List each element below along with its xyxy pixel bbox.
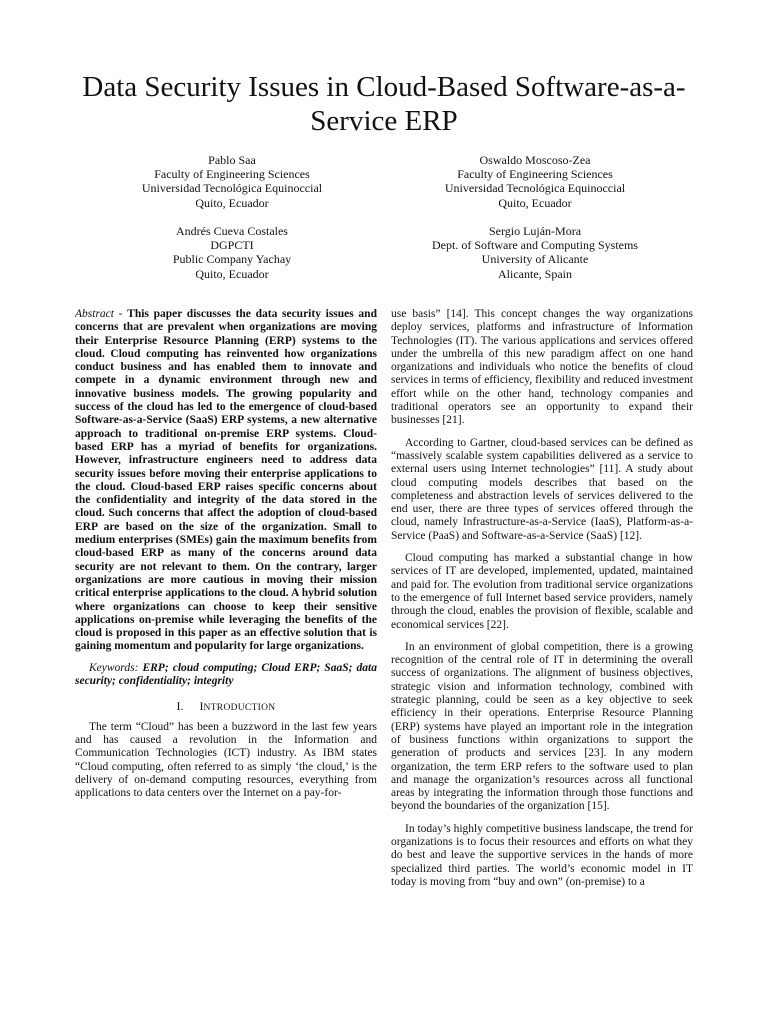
- left-column: [75, 308, 377, 800]
- author-block-2: [385, 153, 685, 210]
- body-paragraph: The term “Cloud” has been a buzzword in the last few years and has caused a revolution in the Information and Communication Technologies (ICT) industry. As IBM states “Cloud computing, often referred to as simply ‘the cloud,’ is the delivery of on-demand computing resources, everything from applications to data centers over the Internet on a pay-for-: [75, 720, 377, 800]
- author-affiliation-line: Universidad Tecnológica Equinoccial: [444, 181, 626, 196]
- author-name: Sergio Luján-Mora: [488, 224, 582, 238]
- body-paragraph: Cloud computing has marked a substantial change in how services of IT are developed, implemented, updated, maintained and paid for. The evolution from traditional service organizations to the emergence of full Internet based service providers, namely through the cloud, enables the provision of flexible, scalable and economical services [22].: [391, 552, 693, 631]
- author-affiliation-line: DGPCTI: [210, 238, 254, 253]
- author-affiliation-line: Universidad Tecnológica Equinoccial: [141, 181, 323, 196]
- author-affiliation-line: Quito, Ecuador: [195, 266, 269, 281]
- author-affiliation-line: Alicante, Spain: [498, 266, 572, 281]
- keywords-text: ERP; cloud computing; Cloud ERP; SaaS; data security; confidentiality; integrity: [75, 661, 377, 688]
- section-number: I.: [176, 699, 184, 714]
- abstract: [75, 308, 377, 654]
- abstract-separator: -: [113, 308, 128, 320]
- author-affiliation-line: Faculty of Engineering Sciences: [154, 167, 310, 182]
- author-block-4: [385, 224, 685, 281]
- body-paragraph: In today’s highly competitive business landscape, the trend for organizations is to focus their resources and efforts on what they do best and leave the supportive services in the hands of more specialized third parties. The world’s economic model in IT today is moving from “buy and own” (on-premise) to a: [391, 822, 693, 888]
- body-paragraph: In an environment of global competition, there is a growing recognition of the central role of IT in determining the overall success of organizations. The alignment of business objectives, strategic vision and information technology, combined with strategic planning, could be seen as a key objective to seek efficiency in their operations. Enterprise Resource Planning (ERP) systems have played an important role in the integration of business functions within organizations to support the generation of products and services [23]. In any modern organization, the term ERP refers to the software used to plan and manage the organization’s resources across all functional areas by integrating the information through those functions and beyond the boundaries of the organization [15].: [391, 640, 693, 813]
- body-paragraph-continued: use basis” [14]. This concept changes the way organizations deploy services, platforms and infrastructure of Information Technologies (IT). The various applications and services offered under the umbrella of this new paradigm affect on one hand organizations and individuals who notice the benefits of cloud services in terms of efficiency, flexibility and reduced investment effort while on the other hand, technology companies and traditional operators see an opportunity to expand their businesses [21].: [391, 308, 693, 427]
- author-affiliation-line: Quito, Ecuador: [195, 195, 269, 210]
- abstract-text: This paper discusses the data security issues and concerns that are prevalent when organizations are moving their Enterprise Resource Planning (ERP) systems to the cloud. Cloud computing has reinvented how organizations conduct business and has enabled them to innovate and compete in a dynamic environment through new and innovative business models. The growing popularity and success of the cloud has led to the emergence of cloud-based Software-as-a-Service (SaaS) ERP systems, a new alternative approach to traditional on-premise ERP systems. Cloud-based ERP has a myriad of benefits for organizations. However, infrastructure engineers need to address data security issues before moving their enterprise applications to the cloud. Cloud-based ERP raises specific concerns about the confidentiality and integrity of the data stored in the cloud. Such concerns that affect the adoption of cloud-based ERP are based on the size of the organization. Small to medium enterprises (SMEs) gain the maximum benefits from cloud-based ERP as many of the concerns around data security are not relevant to them. On the contrary, larger organizations are more cautious in moving their mission critical enterprise applications to the cloud. A hybrid solution where organizations can choose to keep their sensitive applications on-premise while leveraging the benefits of the cloud is proposed in this paper as an effective solution that is gaining momentum and popularity for large organizations.: [75, 308, 377, 653]
- author-affiliation-line: University of Alicante: [481, 252, 589, 267]
- paper-title: Data Security Issues in Cloud-Based Software-as-a-Service ERP: [82, 71, 686, 137]
- section-title-initial: I: [199, 699, 204, 714]
- abstract-label: Abstract: [75, 308, 114, 320]
- author-name: Andrés Cueva Costales: [176, 224, 288, 238]
- author-block-1: [82, 153, 382, 210]
- author-block-3: [82, 224, 382, 281]
- keywords: [75, 662, 377, 689]
- author-affiliation-line: Faculty of Engineering Sciences: [457, 167, 613, 182]
- right-column: [391, 308, 693, 889]
- section-heading-introduction: [75, 700, 377, 715]
- keywords-label: Keywords:: [89, 661, 143, 674]
- author-name: Oswaldo Moscoso-Zea: [479, 153, 591, 167]
- author-affiliation-line: Quito, Ecuador: [498, 195, 572, 210]
- body-paragraph: According to Gartner, cloud-based services can be defined as “massively scalable system capabilities delivered as a service to external users using Internet technologies” [11]. A study about cloud computing models describes that based on the completeness and abstraction levels of services delivered to the end user, there are three types of services offered through the cloud, namely Infrastructure-as-a-Service (IaaS), Platform-as-a-Service (PaaS) and Software-as-a-Service (SaaS) [12].: [391, 436, 693, 542]
- section-title-rest: NTRODUCTION: [203, 703, 276, 714]
- author-affiliation-line: Public Company Yachay: [172, 252, 292, 267]
- author-affiliation-line: Dept. of Software and Computing Systems: [432, 238, 638, 253]
- author-name: Pablo Saa: [208, 153, 256, 167]
